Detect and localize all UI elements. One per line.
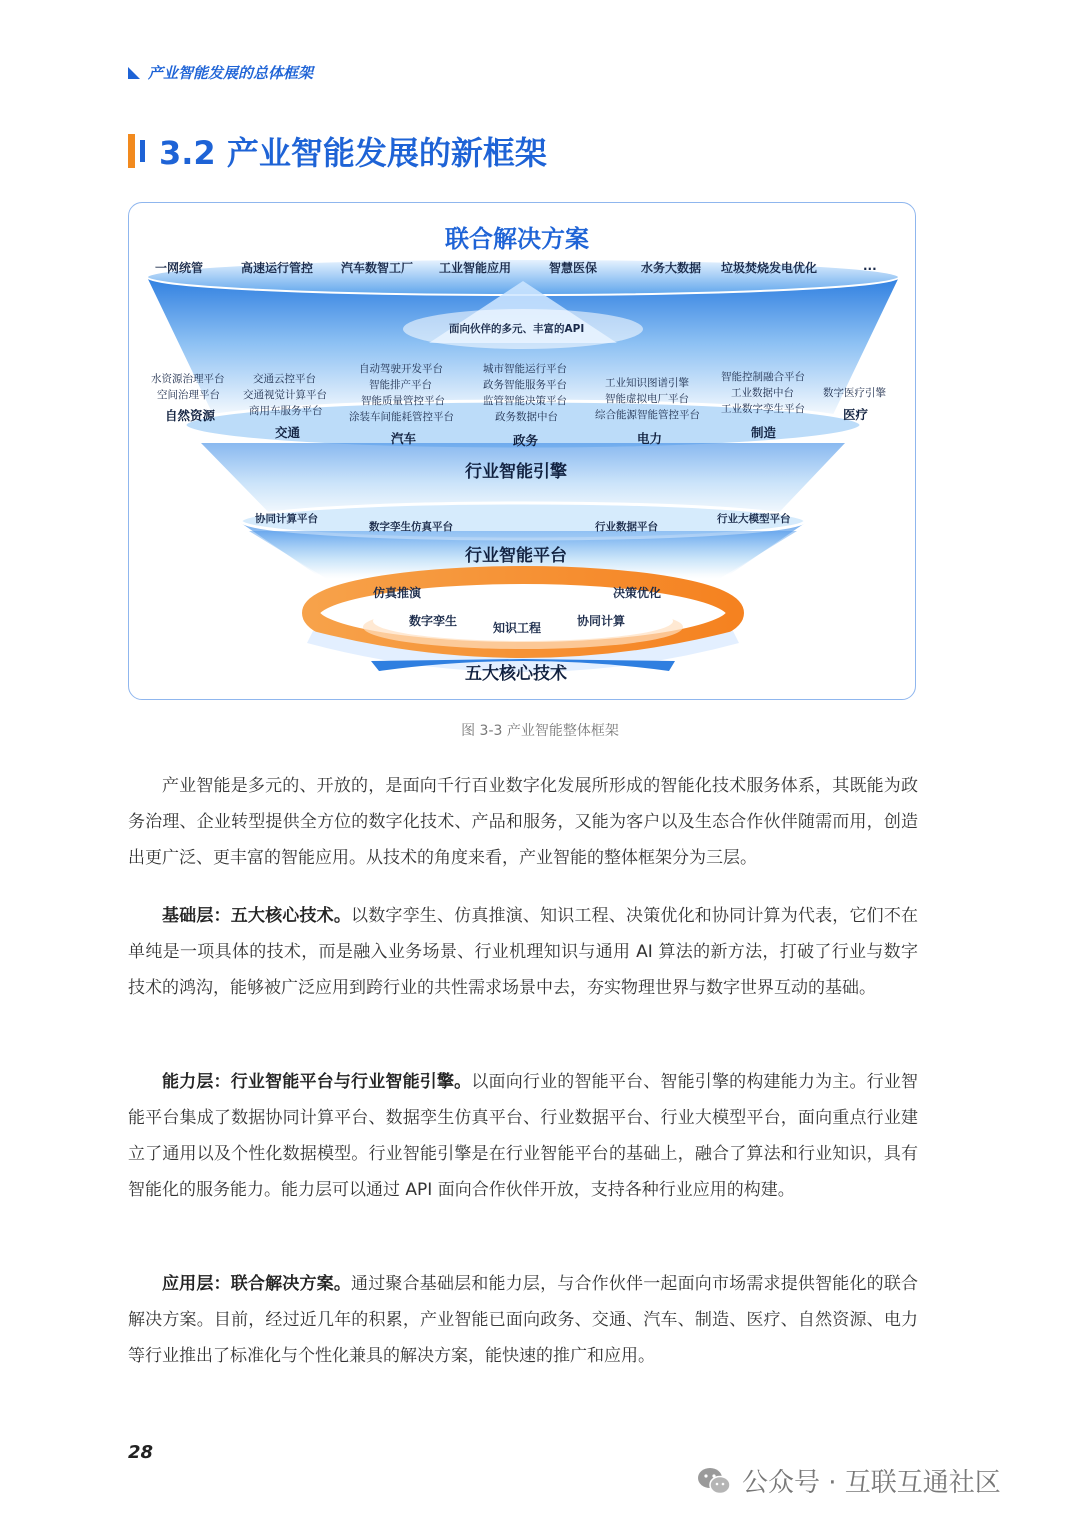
industry-item: 工业知识图谱引擎 — [605, 377, 689, 389]
framework-figure — [128, 202, 916, 700]
core-label: 五大核心技术 — [465, 664, 567, 684]
industry-name: 政务 — [513, 433, 539, 448]
platform-item: 行业数据平台 — [595, 521, 658, 533]
figure-title: 联合解决方案 — [445, 225, 589, 253]
core-tech: 协同计算 — [577, 614, 626, 628]
title-bars-icon — [128, 134, 145, 168]
engine-label: 行业智能引擎 — [465, 462, 567, 482]
industry-item: 商用车服务平台 — [249, 405, 323, 417]
paragraph-lead: 应用层：联合解决方案。 — [162, 1274, 352, 1294]
wechat-icon — [696, 1466, 732, 1496]
triangle-icon — [128, 67, 140, 79]
paragraph-lead: 能力层：行业智能平台与行业智能引擎。 — [162, 1072, 472, 1092]
industry-item: 智能排产平台 — [369, 379, 432, 391]
industry-item: 智能质量管控平台 — [361, 395, 445, 407]
running-header — [128, 62, 313, 83]
industry-item: 自动驾驶开发平台 — [359, 363, 443, 375]
solution-label: 水务大数据 — [641, 261, 702, 275]
core-tech: 决策优化 — [613, 586, 662, 600]
solution-label: ... — [863, 259, 877, 273]
industry-item: 水资源治理平台 — [151, 373, 225, 385]
industry-item: 工业数字孪生平台 — [721, 403, 805, 415]
industry-name: 汽车 — [391, 431, 417, 446]
industry-name: 交通 — [275, 425, 301, 440]
industry-item: 空间治理平台 — [157, 389, 220, 401]
industry-item: 政务数据中台 — [495, 411, 558, 423]
paragraph-capability-layer — [128, 1064, 918, 1208]
platform-item: 行业大模型平台 — [717, 513, 791, 525]
platform-item: 数字孪生仿真平台 — [369, 521, 453, 533]
paragraph-base-layer — [128, 898, 918, 1006]
section-title-text: 3.2 产业智能发展的新框架 — [159, 134, 547, 172]
paragraph-text: 产业智能是多元的、开放的，是面向千行百业数字化发展所形成的智能化技术服务体系，其既能为政务治理、企业转型提供全方位的数字化技术、产品和服务，又能为客户以及生态合作伙伴随需而用，创造出更广泛、更丰富的智能应用。从技术的角度来看，产业智能的整体框架分为三层。 — [128, 776, 918, 868]
solution-label: 工业智能应用 — [439, 261, 512, 275]
paragraph-lead: 基础层：五大核心技术。 — [162, 906, 352, 926]
core-tech: 数字孪生 — [409, 614, 458, 628]
industry-item: 交通视觉计算平台 — [243, 389, 327, 401]
paragraph-text: 以数字孪生、仿真推演、知识工程、决策优化和协同计算为代表，它们不在单纯是一项具体的技术，而是融入业务场景、行业机理知识与通用 AI 算法的新方法，打破了行业与数字技术的鸿沟，能够被广泛应用到跨行业的共性需求场景中去，夯实物理世界与数字世界互动的基础。 — [128, 906, 918, 998]
solution-label: 一网统管 — [155, 261, 204, 275]
page-number: 28 — [128, 1442, 154, 1463]
solution-label: 汽车数智工厂 — [341, 261, 414, 275]
core-tech: 仿真推演 — [373, 586, 422, 600]
section-title — [128, 128, 547, 174]
platform-item: 协同计算平台 — [255, 513, 318, 525]
figure-caption: 图 3-3 产业智能整体框架 — [461, 723, 619, 739]
solution-label: 高速运行管控 — [241, 261, 314, 275]
platform-label: 行业智能平台 — [465, 546, 567, 566]
industry-item: 智能虚拟电厂平台 — [605, 393, 689, 405]
industry-item: 政务智能服务平台 — [483, 379, 567, 391]
industry-name: 自然资源 — [165, 408, 216, 423]
industry-item: 综合能源智能管控平台 — [595, 409, 700, 421]
paragraph-text: 以面向行业的智能平台、智能引擎的构建能力为主。行业智能平台集成了数据协同计算平台、数据孪生仿真平台、行业数据平台、行业大模型平台，面向重点行业建立了通用以及个性化数据模型。行业智能引擎是在行业智能平台的基础上，融合了算法和行业知识，具有智能化的服务能力。能力层可以通过 API 面向合作伙伴开放，支持各种行业应用的构建。 — [128, 1072, 919, 1200]
api-label: 面向伙伴的多元、丰富的API — [449, 323, 585, 335]
industry-item: 监管智能决策平台 — [483, 395, 567, 407]
watermark — [696, 1462, 1001, 1499]
solution-label: 垃圾焚烧发电优化 — [721, 261, 818, 275]
core-tech: 知识工程 — [493, 621, 542, 635]
industry-item: 涂装车间能耗管控平台 — [349, 411, 454, 423]
industry-name: 医疗 — [843, 407, 869, 422]
watermark-text: 公众号 · 互联互通社区 — [742, 1468, 1001, 1498]
paragraph-text: 通过聚合基础层和能力层，与合作伙伴一起面向市场需求提供智能化的联合解决方案。目前，经过近几年的积累，产业智能已面向政务、交通、汽车、制造、医疗、自然资源、电力等行业推出了标准化与个性化兼具的解决方案，能快速的推广和应用。 — [128, 1274, 918, 1366]
industry-item: 数字医疗引擎 — [823, 387, 886, 399]
running-title: 产业智能发展的总体框架 — [148, 64, 314, 82]
industry-item: 智能控制融合平台 — [721, 371, 805, 383]
industry-item: 城市智能运行平台 — [483, 363, 567, 375]
paragraph-intro — [128, 768, 918, 876]
industry-name: 电力 — [637, 431, 663, 446]
industry-item: 工业数据中台 — [731, 387, 794, 399]
industry-item: 交通云控平台 — [253, 373, 316, 385]
paragraph-application-layer — [128, 1266, 918, 1374]
solution-label: 智慧医保 — [549, 261, 598, 275]
industry-name: 制造 — [751, 425, 777, 440]
